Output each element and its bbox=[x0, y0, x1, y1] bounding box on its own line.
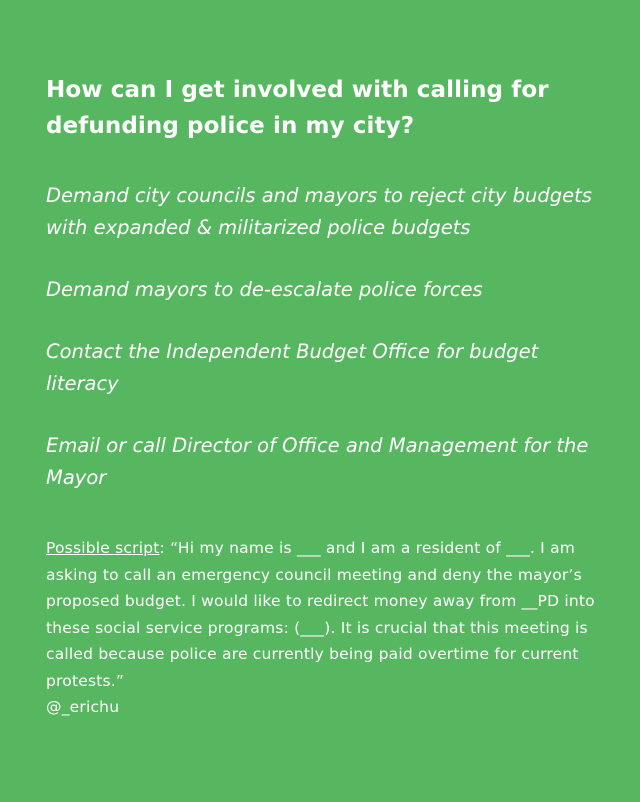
script-label: Possible script bbox=[46, 539, 160, 557]
page-title: How can I get involved with calling for defunding police in my city? bbox=[46, 77, 549, 139]
action-item-reject-budgets: Demand city councils and mayors to reject city budgets with expanded & militarized police budgets bbox=[46, 184, 592, 239]
action-item-budget-office: Contact the Independent Budget Office for budget literacy bbox=[46, 340, 539, 395]
action-item-contact-director: Email or call Director of Office and Management for the Mayor bbox=[46, 434, 589, 489]
possible-script bbox=[46, 535, 600, 721]
script-text: “Hi my name is ___ and I am a resident of ___. I am asking to call an emergency council meeting and deny the mayor’s proposed budget. I would like to redirect money away from __PD into these social service programs: (___). It is crucial that this meeting is called because police are currently being paid overtime for current protests.” bbox=[46, 539, 595, 690]
script-separator: : bbox=[159, 539, 165, 557]
action-item-de-escalate: Demand mayors to de-escalate police forces bbox=[46, 278, 483, 301]
action-list bbox=[46, 180, 600, 494]
author-handle: @_erichu bbox=[46, 698, 120, 716]
